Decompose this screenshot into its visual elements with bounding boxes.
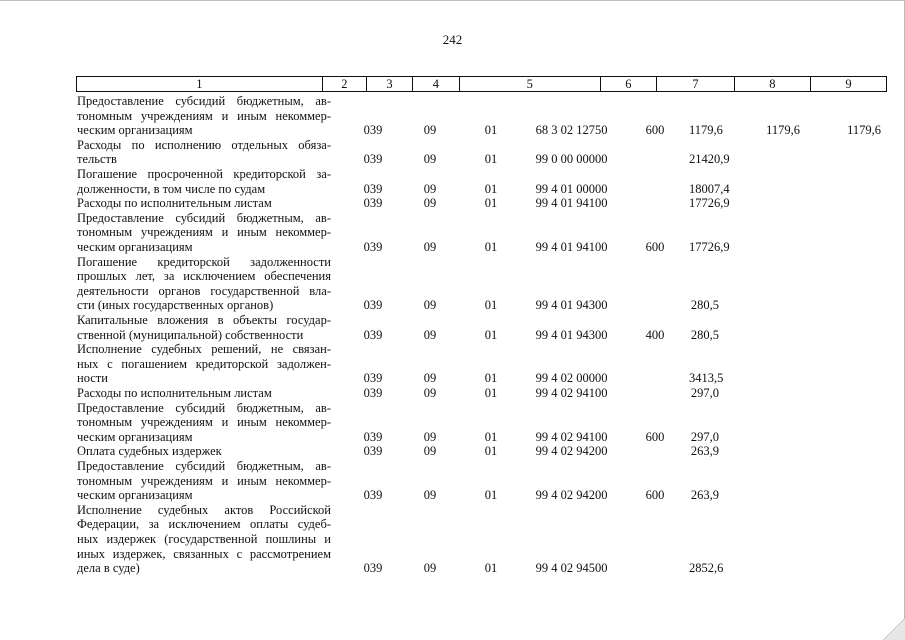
cell-c5: 99 4 02 00000 [535, 371, 608, 386]
header-col-9: 9 [845, 77, 852, 91]
cell-c6: 600 [645, 488, 665, 503]
row-description [77, 196, 331, 211]
cell-c3: 09 [423, 561, 437, 576]
cell-c2: 039 [363, 371, 383, 386]
cell-c3: 09 [423, 181, 437, 196]
cell-c7: 17726,9 [689, 196, 730, 211]
description-line: Исполнение судебных решений, не связан- [77, 342, 331, 357]
cell-c6: 600 [645, 123, 665, 138]
description-line: Погашение просроченной кредиторской за- [77, 167, 331, 181]
cell-c2: 039 [363, 239, 383, 254]
cell-c2: 039 [363, 327, 383, 342]
cell-c2: 039 [363, 444, 383, 459]
cell-c7: 3413,5 [689, 371, 724, 386]
cell-c8: 1179,6 [766, 123, 800, 138]
description-line: тономным учреждениям и иным некоммер- [77, 473, 331, 488]
cell-c4: 01 [484, 152, 498, 167]
description-line: Погашение кредиторской задолженности [77, 254, 331, 269]
description-line: Расходы по исполнению отдельных обяза- [77, 137, 331, 152]
cell-c2: 039 [363, 561, 383, 576]
cell-c2: 039 [363, 181, 383, 196]
cell-c4: 01 [484, 429, 498, 444]
row-description [77, 444, 331, 459]
cell-c3: 09 [423, 152, 437, 167]
description-line: Предоставление субсидий бюджетным, ав- [77, 210, 331, 225]
cell-c5: 99 4 02 94100 [535, 386, 608, 400]
description-line: ческим организациям [77, 123, 193, 138]
description-line: ных с погашением кредиторской задолжен- [77, 356, 331, 371]
cell-c3: 09 [423, 196, 437, 211]
cell-c7: 2852,6 [689, 561, 724, 576]
cell-c3: 09 [423, 327, 437, 342]
description-line: ности [77, 371, 108, 386]
cell-c4: 01 [484, 561, 498, 576]
cell-c4: 01 [484, 181, 498, 196]
row-description [77, 167, 331, 196]
header-col-6: 6 [601, 77, 657, 91]
cell-c4: 01 [484, 488, 498, 503]
row-description [77, 138, 331, 167]
cell-c3: 09 [423, 429, 437, 444]
cell-c5: 99 0 00 00000 [535, 152, 608, 167]
cell-c4: 01 [484, 123, 498, 138]
cell-c6: 400 [645, 327, 665, 342]
description-line: долженности, в том числе по судам [77, 181, 266, 196]
cell-c5: 99 4 01 94300 [535, 327, 608, 342]
description-line: Расходы по исполнительным листам [77, 386, 272, 400]
description-line: Федерации, за исключением оплаты судеб- [77, 517, 331, 532]
cell-c7: 280,5 [690, 327, 719, 342]
description-line: ческим организациям [77, 239, 193, 254]
cell-c5: 68 3 02 12750 [535, 123, 608, 138]
cell-c7: 297,0 [690, 429, 719, 444]
table-header [76, 76, 887, 92]
cell-c7: 280,5 [690, 298, 719, 313]
row-description [77, 459, 331, 503]
cell-c5: 99 4 02 94200 [535, 444, 608, 459]
cell-c2: 039 [363, 196, 383, 211]
header-col-7: 7 [657, 77, 735, 91]
cell-c3: 09 [423, 371, 437, 386]
row-description [77, 386, 331, 401]
cell-c2: 039 [363, 298, 383, 313]
cell-c3: 09 [423, 298, 437, 313]
cell-c4: 01 [484, 444, 498, 459]
description-line: ческим организациям [77, 429, 193, 444]
cell-c5: 99 4 02 94100 [535, 429, 608, 444]
description-line: Предоставление субсидий бюджетным, ав- [77, 459, 331, 473]
cell-c7: 297,0 [690, 386, 719, 400]
cell-c7: 1179,6 [689, 123, 723, 138]
description-line: ных издержек (государственной пошлины и [77, 531, 331, 546]
description-line: Исполнение судебных актов Российской [77, 502, 331, 517]
header-col-8: 8 [735, 77, 811, 91]
description-line: тономным учреждениям и иным некоммер- [77, 225, 331, 240]
page-curl [883, 618, 905, 640]
row-description [77, 94, 331, 138]
description-line: тономным учреждениям и иным некоммер- [77, 108, 331, 123]
header-col-3: 3 [367, 77, 413, 91]
cell-c5: 99 4 01 00000 [535, 181, 608, 196]
cell-c6: 600 [645, 429, 665, 444]
page-number: 242 [442, 32, 463, 47]
cell-c4: 01 [484, 298, 498, 313]
cell-c7: 263,9 [690, 444, 719, 459]
header-col-4: 4 [413, 77, 460, 91]
cell-c2: 039 [363, 386, 383, 400]
cell-c3: 09 [423, 444, 437, 459]
row-description [77, 255, 331, 313]
cell-c2: 039 [363, 152, 383, 167]
cell-c5: 99 4 01 94100 [535, 239, 608, 254]
cell-c7: 263,9 [690, 488, 719, 503]
header-col-2: 2 [323, 77, 367, 91]
cell-c3: 09 [423, 239, 437, 254]
row-description [77, 342, 331, 386]
description-line: ческим организациям [77, 488, 193, 503]
row-description [77, 313, 331, 342]
page-border-top [0, 0, 905, 1]
cell-c9: 1179,6 [847, 123, 881, 138]
cell-c4: 01 [484, 386, 498, 400]
cell-c4: 01 [484, 196, 498, 211]
cell-c2: 039 [363, 123, 383, 138]
description-line: тельств [77, 152, 117, 167]
description-line: деятельности органов государственной вла- [77, 283, 331, 298]
cell-c4: 01 [484, 239, 498, 254]
description-line: дела в суде) [77, 561, 140, 576]
description-line: прошлых лет, за исключением обеспечения [77, 269, 331, 284]
cell-c5: 99 4 01 94300 [535, 298, 608, 313]
description-line: ственной (муниципальной) собственности [77, 327, 304, 342]
description-line: Расходы по исполнительным листам [77, 196, 272, 211]
cell-c3: 09 [423, 123, 437, 138]
cell-c5: 99 4 02 94500 [535, 561, 608, 576]
cell-c7: 18007,4 [689, 181, 730, 196]
header-col-1: 1 [77, 77, 323, 91]
cell-c5: 99 4 02 94200 [535, 488, 608, 503]
description-line: Предоставление субсидий бюджетным, ав- [77, 94, 331, 108]
description-line: сти (иных государственных органов) [77, 298, 274, 313]
row-description [77, 211, 331, 255]
cell-c7: 17726,9 [689, 239, 730, 254]
cell-c4: 01 [484, 327, 498, 342]
cell-c3: 09 [423, 386, 437, 400]
cell-c6: 600 [645, 239, 665, 254]
cell-c7: 21420,9 [689, 152, 730, 167]
cell-c3: 09 [423, 488, 437, 503]
description-line: Предоставление субсидий бюджетным, ав- [77, 400, 331, 415]
row-description [77, 401, 331, 445]
row-description [77, 503, 331, 576]
description-line: тономным учреждениям и иным некоммер- [77, 415, 331, 430]
description-line: иных издержек, связанных с рассмотрением [77, 546, 331, 561]
header-col-5: 5 [460, 77, 601, 91]
cell-c2: 039 [363, 488, 383, 503]
cell-c2: 039 [363, 429, 383, 444]
description-line: Оплата судебных издержек [77, 444, 222, 459]
cell-c5: 99 4 01 94100 [535, 196, 608, 211]
description-line: Капитальные вложения в объекты государ- [77, 313, 331, 327]
cell-c4: 01 [484, 371, 498, 386]
